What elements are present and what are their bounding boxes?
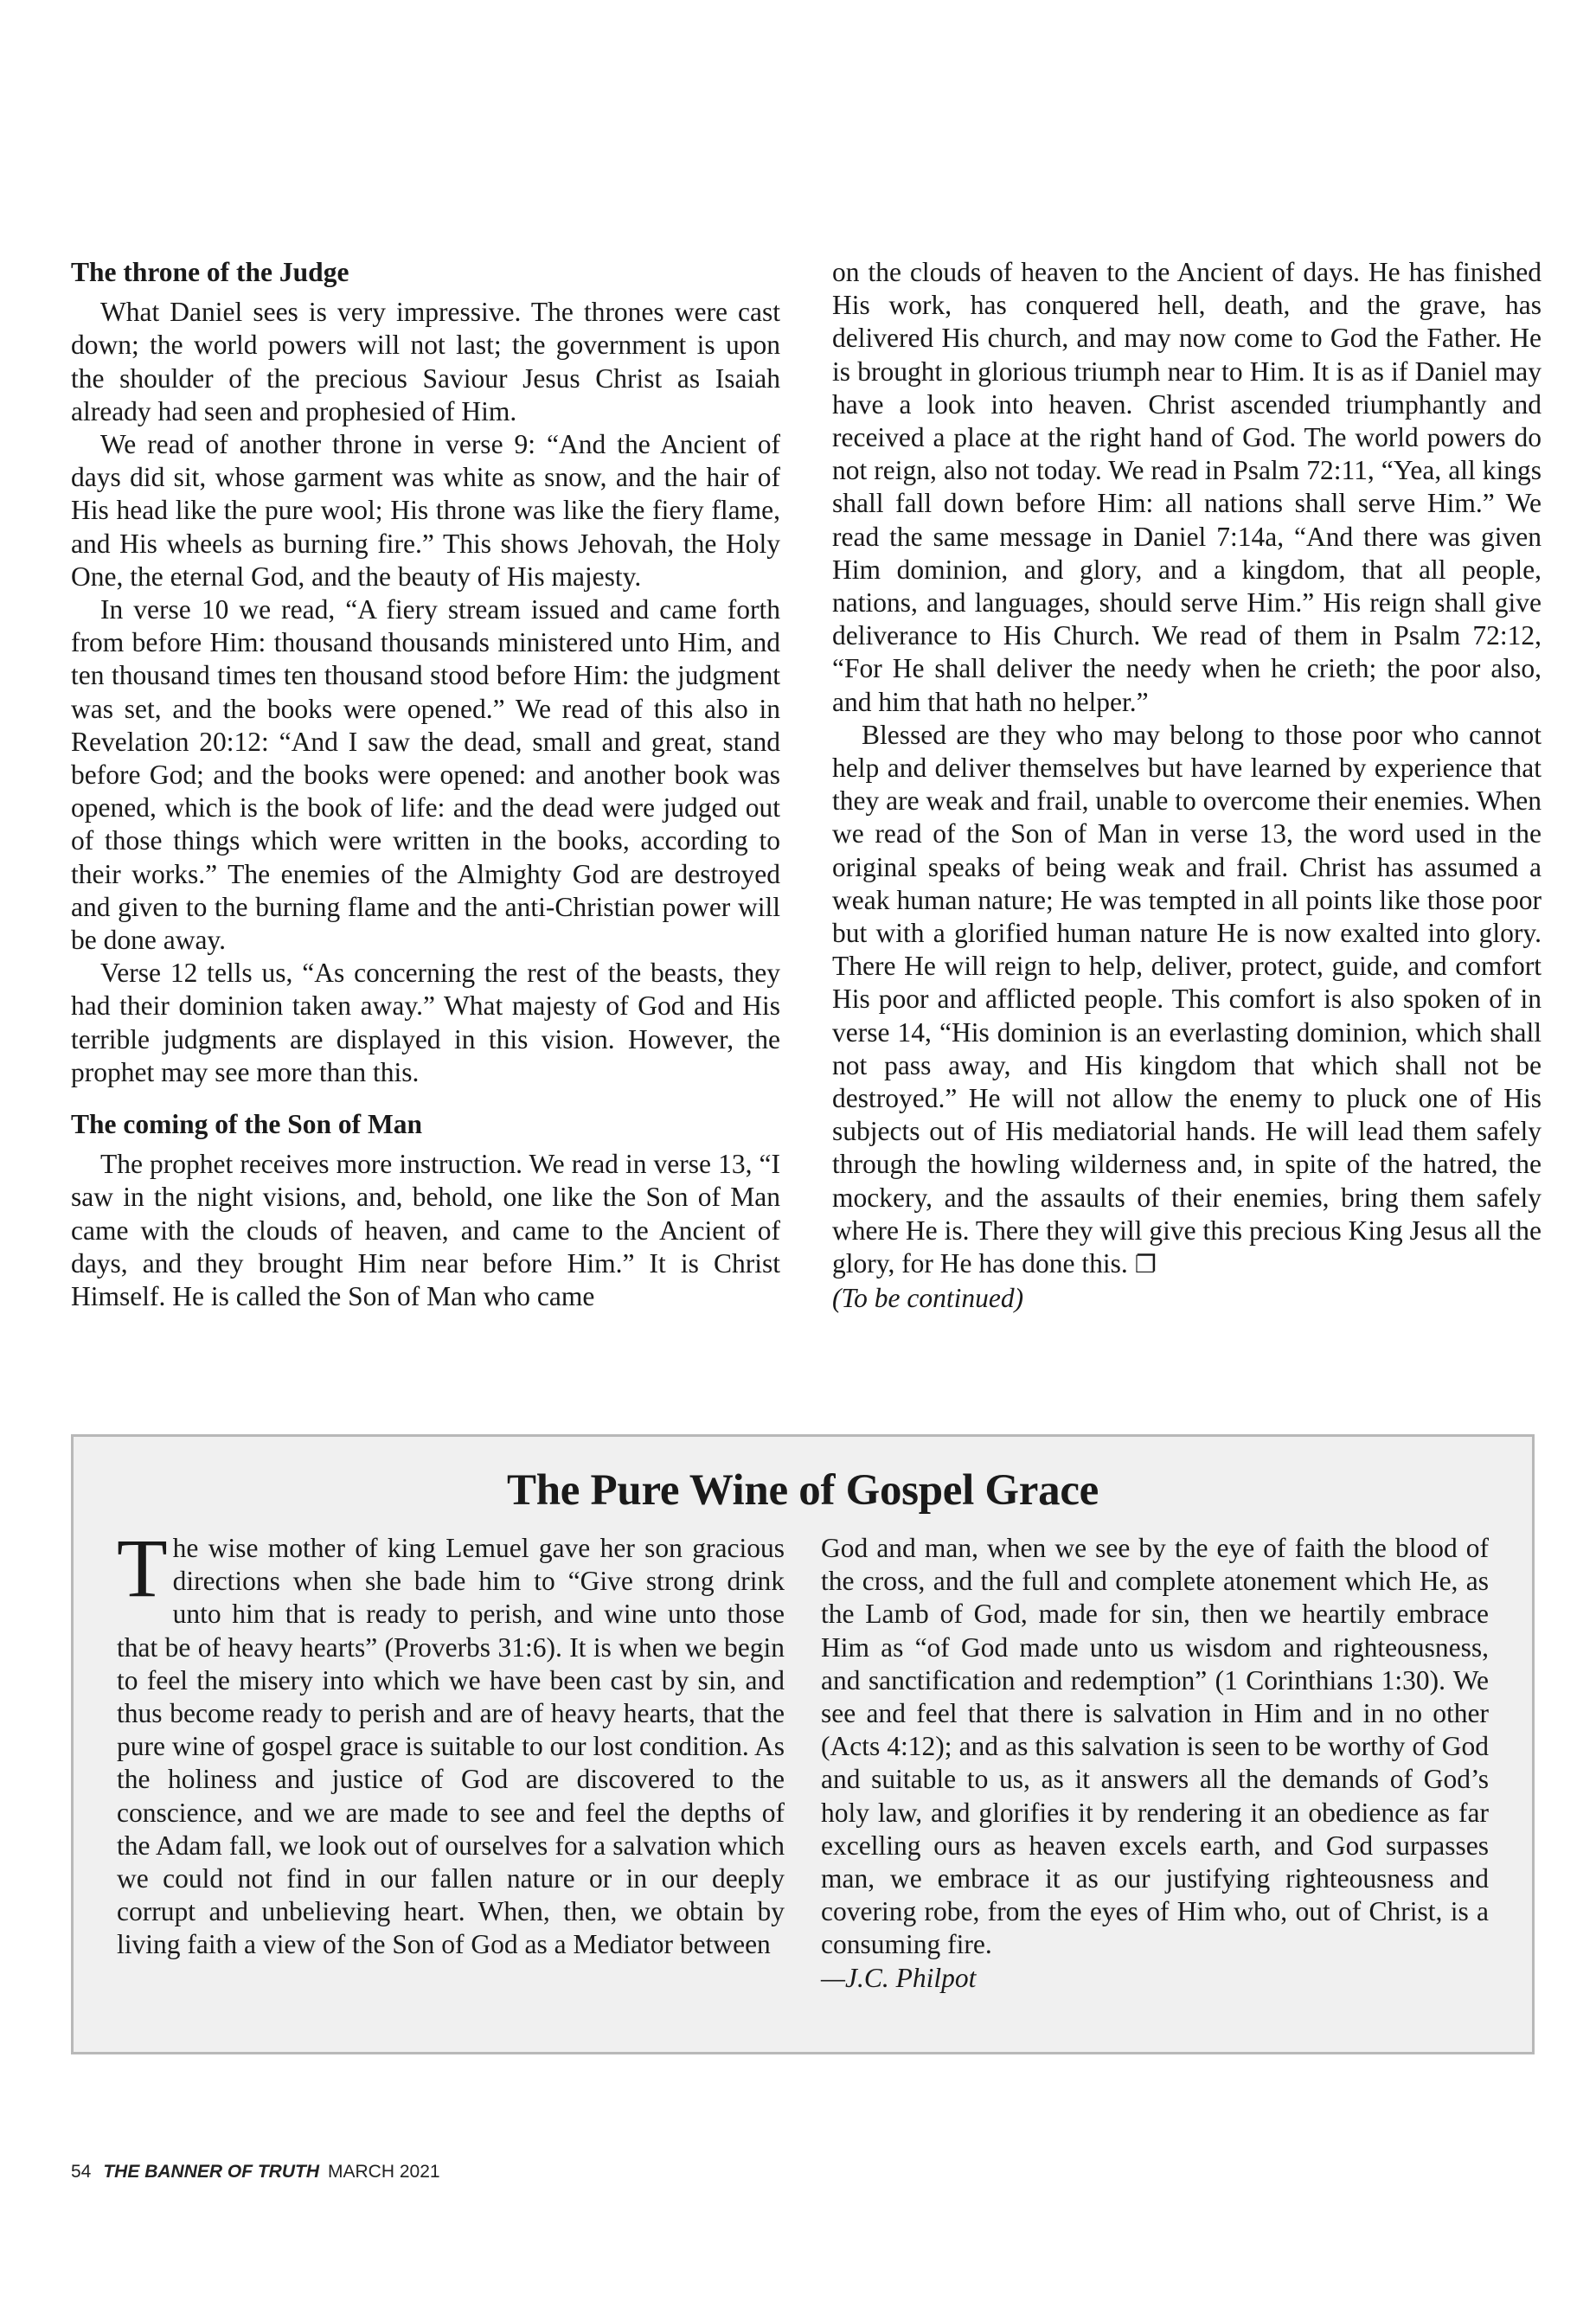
paragraph: The prophet receives more instruction. We read in verse 13, “I saw in the night visions, and, behold, one like the Son of Man came with the clouds of heaven, and came to the Ancient of days, and they brought Him near before Him.” It is Christ Himself. He is called the Son of Man who came xyxy=(71,1149,780,1312)
box-right-column xyxy=(821,1532,1489,1995)
box-left-text: he wise mother of king Lemuel gave her son gracious directions when she bade him to “Give strong drink unto him that is ready to perish, and wine unto those that be of heavy hearts” (Proverbs 31:6). It is when we begin to feel the misery into which we have been cast by sin, and thus become ready to perish and are of heavy hearts, that the pure wine of gospel grace is suitable to our lost condition. As the holiness and justice of God are discovered to the conscience, and we are made to see and feel the depths of the Adam fall, we look out of ourselves for a salvation which we could not find in our fallen nature or in our deeply corrupt and unbelieving heart. When, then, we obtain by living faith a view of the Son of God as a Mediator between xyxy=(117,1533,785,1960)
issue-date: MARCH 2021 xyxy=(328,2162,440,2182)
box-title: The Pure Wine of Gospel Grace xyxy=(506,1466,1099,1515)
section-heading-throne: The throne of the Judge xyxy=(71,257,349,287)
paragraph: on the clouds of heaven to the Ancient of days. He has finished His work, has conquered hell, death, and the grave, has delivered His church, and may now come to God the Father. He is brought in glorious triumph near to Him. It is as if Daniel may have a look into heaven. Christ ascended triumphantly and received a place at the right hand of God. The world powers do not reign, also not today. We read in Psalm 72:11, “Yea, all kings shall fall down before Him: all nations shall serve Him.” We read the same message in Daniel 7:14a, “And there was given Him dominion, and glory, and a kingdom, that all people, nations, and languages, should serve Him.” His reign shall give deliverance to His Church. We read of them in Psalm 72:12, “For He shall deliver the needy when he crieth; the poor also, and him that hath no helper.” xyxy=(832,257,1542,717)
article-left-column xyxy=(71,256,780,1316)
box-left-column xyxy=(117,1522,785,1995)
box-columns xyxy=(117,1522,1489,1995)
article xyxy=(71,256,1542,1316)
box-paragraph: God and man, when we see by the eye of faith the blood of the cross, and the full and complete atonement which He, as the Lamb of God, made for sin, then we heartily embrace Him as “of God made unto us wisdom and righteousness, and sanctification and redemption” (1 Corinthians 1:30). We see and feel that there is salvation in Him and in no other (Acts 4:12); and as this salvation is seen to be worthy of God and suitable to us, as it answers all the demands of God’s holy law, and glorifies it by rendering it an obedience as far excelling ours as heaven excels earth, and God surpasses man, we embrace it as our justifying righteousness and covering robe, from the eyes of Him who, out of Christ, is a consuming fire. xyxy=(821,1533,1489,1960)
publication-name: THE BANNER OF TRUTH xyxy=(103,2162,320,2182)
page-number: 54 xyxy=(71,2162,92,2182)
sidebar-box xyxy=(71,1434,1535,2054)
paragraph-text: Blessed are they who may belong to those poor who cannot help and deliver themselves but have learned by experience that they are weak and frail, unable to overcome their enemies. When we read of the Son of Man in verse 13, the word used in the original speaks of being weak and frail. Christ has assumed a weak human nature; He was tempted in all points like those poor but with a glorified human nature He is now exalted into glory. There He will reign to help, deliver, protect, guide, and comfort His poor and afflicted people. This comfort is also spoken of in verse 14, “His dominion is an everlasting dominion, which shall not pass away, and His kingdom that which shall not be destroyed.” He will not allow the enemy to pluck one of His subjects out of His mediatorial hands. He will lead them safely through the howling wilderness and, in spite of the hatred, the mockery, and the assaults of their enemies, bring them safely where He is. There they will give this precious King Jesus all the glory, for He has done this. xyxy=(832,719,1542,1279)
section-heading-son-of-man: The coming of the Son of Man xyxy=(71,1109,423,1140)
paragraph: In verse 10 we read, “A fiery stream issued and came forth from before Him: thousand thousands ministered unto Him, and ten thousand times ten thousand stood before Him: the judgment was set, and the books were opened.” We read of this also in Revelation 20:12: “And I saw the dead, small and great, stand before God; and the books were opened: and another book was opened, which is the book of life: and the dead were judged out of those things which were written in the books, according to their works.” The enemies of the Almighty God are destroyed and given to the burning flame and the anti-Christian power will be done away. xyxy=(71,594,780,956)
author-credit: —J.C. Philpot xyxy=(821,1962,977,1993)
drop-cap: T xyxy=(117,1522,168,1614)
paragraph: What Daniel sees is very impressive. The thrones were cast down; the world powers will not last; the government is upon the shoulder of the precious Saviour Jesus Christ as Isaiah already had seen and prophesied of Him. xyxy=(71,297,780,426)
paragraph: Verse 12 tells us, “As concerning the rest of the beasts, they had their dominion taken away.” What majesty of God and His terrible judgments are displayed in this vision. However, the prophet may see more than this. xyxy=(71,958,780,1087)
article-right-column xyxy=(832,256,1542,1316)
page-footer xyxy=(71,2162,440,2182)
paragraph xyxy=(832,719,1542,1282)
to-be-continued: (To be continued) xyxy=(832,1283,1024,1314)
paragraph: We read of another throne in verse 9: “And the Ancient of days did sit, whose garment was white as snow, and the hair of His head like the pure wool; His throne was like the fiery flame, and His wheels as burning fire.” This shows Jehovah, the Holy One, the eternal God, and the beauty of His majesty. xyxy=(71,429,780,592)
box-paragraph xyxy=(117,1522,785,1962)
end-mark-icon: ❐ xyxy=(1134,1252,1157,1279)
